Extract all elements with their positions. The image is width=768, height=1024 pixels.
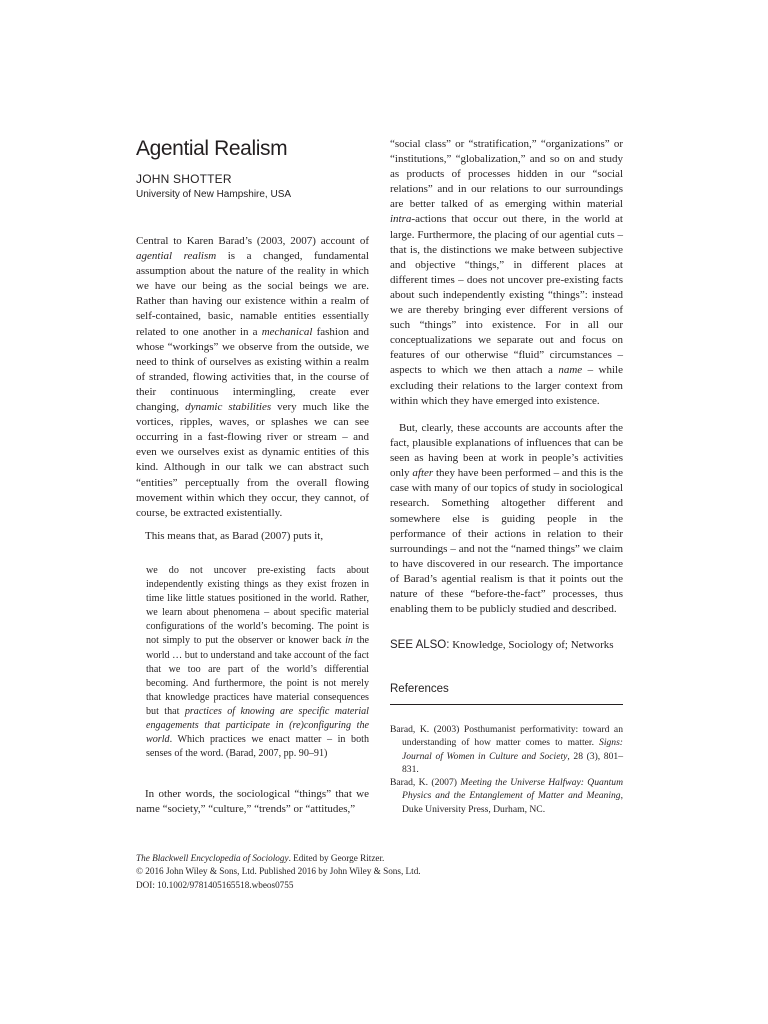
- text-run: fashion and whose “workings” we observe from the outside, we need to think of ourselves as existing within a realm of stranded, flowing activities that, in the course of their continuous intermingling, create ever changing,: [136, 325, 369, 414]
- footer-line-2: © 2016 John Wiley & Sons, Ltd. Published 2016 by John Wiley & Sons, Ltd.: [136, 866, 421, 877]
- article-author: JOHN SHOTTER: [136, 172, 232, 186]
- page-footer: [136, 852, 556, 892]
- body-paragraph-1: [136, 234, 369, 521]
- see-also-label: SEE ALSO:: [390, 639, 450, 651]
- reference-item: [390, 776, 623, 816]
- author-affiliation: University of New Hampshire, USA: [136, 189, 292, 200]
- text-run: , Duke University Press, Durham, NC.: [402, 790, 623, 815]
- see-also: [390, 639, 630, 651]
- text-run: -actions that occur out there, in the world at large. Furthermore, the placing of our agential cuts – that is, the distinctions we make between subjective and objective “things,” in different places at different times – does not uncover pre-existing facts about such independently existing “things”: instead we are thereby bringing ever different versions of such “things” into existence. For in all our conceptualizations we separate out and focus on features of our otherwise “fluid” circumstances – aspects to which we then attach a: [390, 213, 623, 377]
- footer-editor: . Edited by George Ritzer.: [288, 853, 385, 863]
- text-run: very much like the vortices, ripples, waves, or splashes we can see occurring in a fast-flowing river or stream – and even we ourselves exist as dynamic entities of this kind. Although in our talk we can abstract such “entities” perceptually from the overall flowing movement within which they occur, they cannot, of course, be extracted existentially.: [136, 401, 370, 519]
- article-title: Agential Realism: [136, 137, 288, 160]
- text-run: Barad, K. (2003) Posthumanist performativity: toward an understanding of how matter comes to matter.: [390, 724, 623, 749]
- footer-doi: DOI: 10.1002/9781405165518.wbeos0755: [136, 879, 294, 890]
- italic-run: name: [558, 364, 583, 377]
- text-run: is a changed, fundamental assumption about the nature of the reality in which we have our being as the social beings we are. Rather than having our existence within a realm of self-contained, basic, namable entities essentially related to one another in a: [136, 250, 369, 338]
- text-run: “social class” or “stratification,” “organizations” or “institutions,” “globalization,” and so on and study as products of processes hidden in our “social relations” and in our relations to our surroundings are better talked of as emerging within material: [390, 138, 623, 211]
- italic-run: dynamic stabilities: [185, 401, 272, 414]
- italic-run: mechanical: [261, 325, 313, 338]
- right-paragraph-1: [390, 137, 623, 409]
- italic-run: Signs: Journal of Women in Culture and Society: [402, 737, 623, 762]
- footer-line-1: [136, 852, 556, 865]
- italic-run: Meeting the Universe Halfway: Quantum Physics and the Entanglement of Matter and Meaning: [402, 777, 624, 802]
- see-also-links[interactable]: Knowledge, Sociology of; Networks: [449, 639, 614, 651]
- references-heading: References: [390, 683, 449, 695]
- text-run: – while excluding their relations to the larger context from within which they have emerged into existence.: [390, 364, 623, 407]
- text-run: . Which practices we enact matter – in both senses of the word. (Barad, 2007, pp. 90–91): [146, 734, 369, 760]
- reference-item: [390, 723, 623, 776]
- italic-run: agential realism: [136, 250, 217, 263]
- body-paragraph-3: In other words, the sociological “things” that we name “society,” “culture,” “trends” or “attitudes,”: [136, 788, 369, 816]
- italic-run: in: [345, 635, 353, 647]
- right-paragraph-2: [390, 421, 623, 617]
- text-run: we do not uncover pre-existing facts about independently existing things as they exist frozen in time like little statues positioned in the world. Rather, we learn about phenomena – about specific material configurations of the world’s becoming. The point is not simply to put the observer or knower back: [146, 565, 369, 647]
- text-run: But, clearly, these accounts are accounts after the fact, plausible explanations of influences that can be seen as having been at work in people’s activities only: [390, 422, 623, 480]
- italic-run: intra: [390, 213, 412, 226]
- italic-run: practices of knowing are specific material engagements that participate in (re)configuring the world: [146, 705, 369, 746]
- references-rule: [390, 704, 623, 705]
- text-run: , 28 (3), 801–831.: [402, 750, 623, 775]
- text-run: the world … but to understand and take account of the fact that we too are part of the world’s differential becoming. And furthermore, the point is not merely that knowledge practices have material consequences but that: [146, 635, 369, 717]
- text-run: Central to Karen Barad’s (2003, 2007) account of: [136, 235, 369, 247]
- text-run: Barad, K. (2007): [390, 777, 461, 788]
- footer-book-title: The Blackwell Encyclopedia of Sociology: [136, 853, 289, 863]
- italic-run: after: [412, 467, 434, 480]
- text-run: they have been performed – and this is the case with many of our topics of study in sociological research. Something altogether different and somewhere else is guiding people in the performance of their actions in relation to their surroundings – and not the “named things” we claim to have discovered in our research. The importance of Barad’s agential realism is that it points out the nature of these “before-the-fact” processes, thus enabling them to be publicly studied and described.: [390, 467, 623, 616]
- block-quote: [146, 564, 369, 761]
- body-paragraph-2: This means that, as Barad (2007) puts it,: [145, 530, 324, 542]
